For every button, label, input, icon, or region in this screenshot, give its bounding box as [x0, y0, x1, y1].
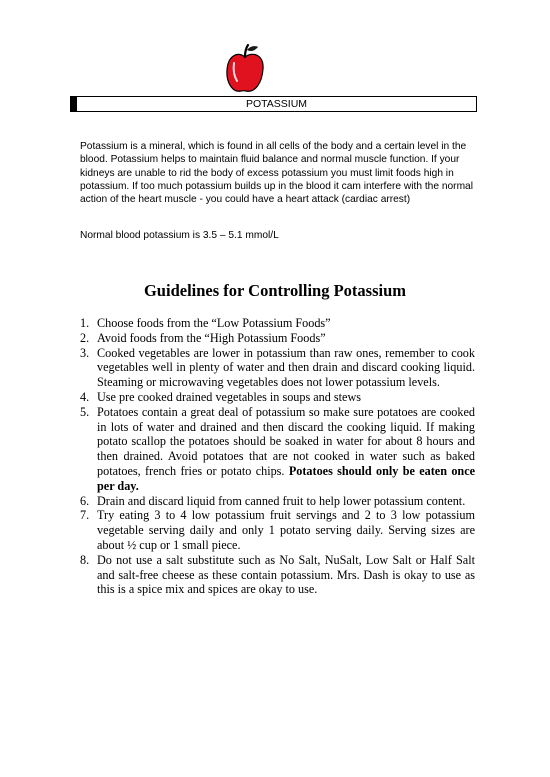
- item-number: 5.: [80, 404, 90, 419]
- item-number: 2.: [80, 330, 90, 345]
- item-text: Use pre cooked drained vegetables in soups and stews: [97, 389, 361, 404]
- item-bold-text: Potatoes should only be eaten once per day.: [97, 463, 476, 493]
- page-title: POTASSIUM: [245, 98, 308, 110]
- item-text: Try eating 3 to 4 low potassium fruit servings and 2 to 3 low potassium vegetable serving daily and only 1 potato serving daily. Serving sizes are about ½ cup or 1 small piece.: [97, 508, 475, 552]
- item-number: 4.: [80, 389, 90, 404]
- item-text: Potatoes contain a great deal of potassium so make sure potatoes are cooked in lots of water and drained and then discard the cooking liquid. If making potato scallop the potatoes should be soaked in water for about 8 hours and then drained. Avoid potatoes that are not cooked in water such as baked potatoes, french fries or potato chips.: [97, 404, 475, 478]
- item-number: 6.: [80, 493, 90, 508]
- list-item: [80, 331, 475, 346]
- item-text: Choose foods from the “Low Potassium Foods”: [97, 316, 331, 330]
- list-item: [80, 316, 475, 331]
- item-number: 7.: [80, 508, 90, 523]
- item-text: Avoid foods from the “High Potassium Foods”: [97, 330, 326, 345]
- item-text-wrap: [97, 405, 475, 494]
- list-item: [80, 405, 475, 494]
- title-bar: [70, 96, 477, 112]
- list-item: [80, 508, 475, 552]
- guidelines-list: [80, 316, 475, 597]
- item-text: Do not use a salt substitute such as No Salt, NuSalt, Low Salt or Half Salt and salt-free cheese as these contain potassium. Mrs. Dash is okay to use as this is a spice mix and spices are okay to use.: [97, 552, 475, 597]
- list-item: [80, 553, 475, 597]
- item-number: 8.: [80, 552, 90, 567]
- item-text: Drain and discard liquid from canned fruit to help lower potassium content.: [97, 493, 466, 508]
- guidelines-heading: Guidelines for Controlling Potassium: [143, 281, 407, 300]
- list-item: [80, 390, 475, 405]
- list-item: [80, 346, 475, 390]
- item-number: 3.: [80, 345, 90, 360]
- item-number: 1.: [80, 316, 90, 330]
- intro-paragraph: Potassium is a mineral, which is found in all cells of the body and a certain level in the blood. Potassium helps to maintain fluid balance and normal muscle function. If your kidneys are unable to rid the body of excess potassium you must limit foods high in potassium. If too much potassium builds up in the blood it cam interfere with the normal action of the heart muscle - you could have a heart attack (cardiac arrest): [80, 141, 473, 206]
- apple-icon: [225, 43, 265, 95]
- normal-level-text: Normal blood potassium is 3.5 – 5.1 mmol/L: [80, 230, 279, 241]
- item-text: Cooked vegetables are lower in potassium than raw ones, remember to cook vegetables well in plenty of water and then drain and discard cooking liquid. Steaming or microwaving vegetables does not lower potassium levels.: [97, 345, 475, 390]
- list-item: [80, 494, 475, 509]
